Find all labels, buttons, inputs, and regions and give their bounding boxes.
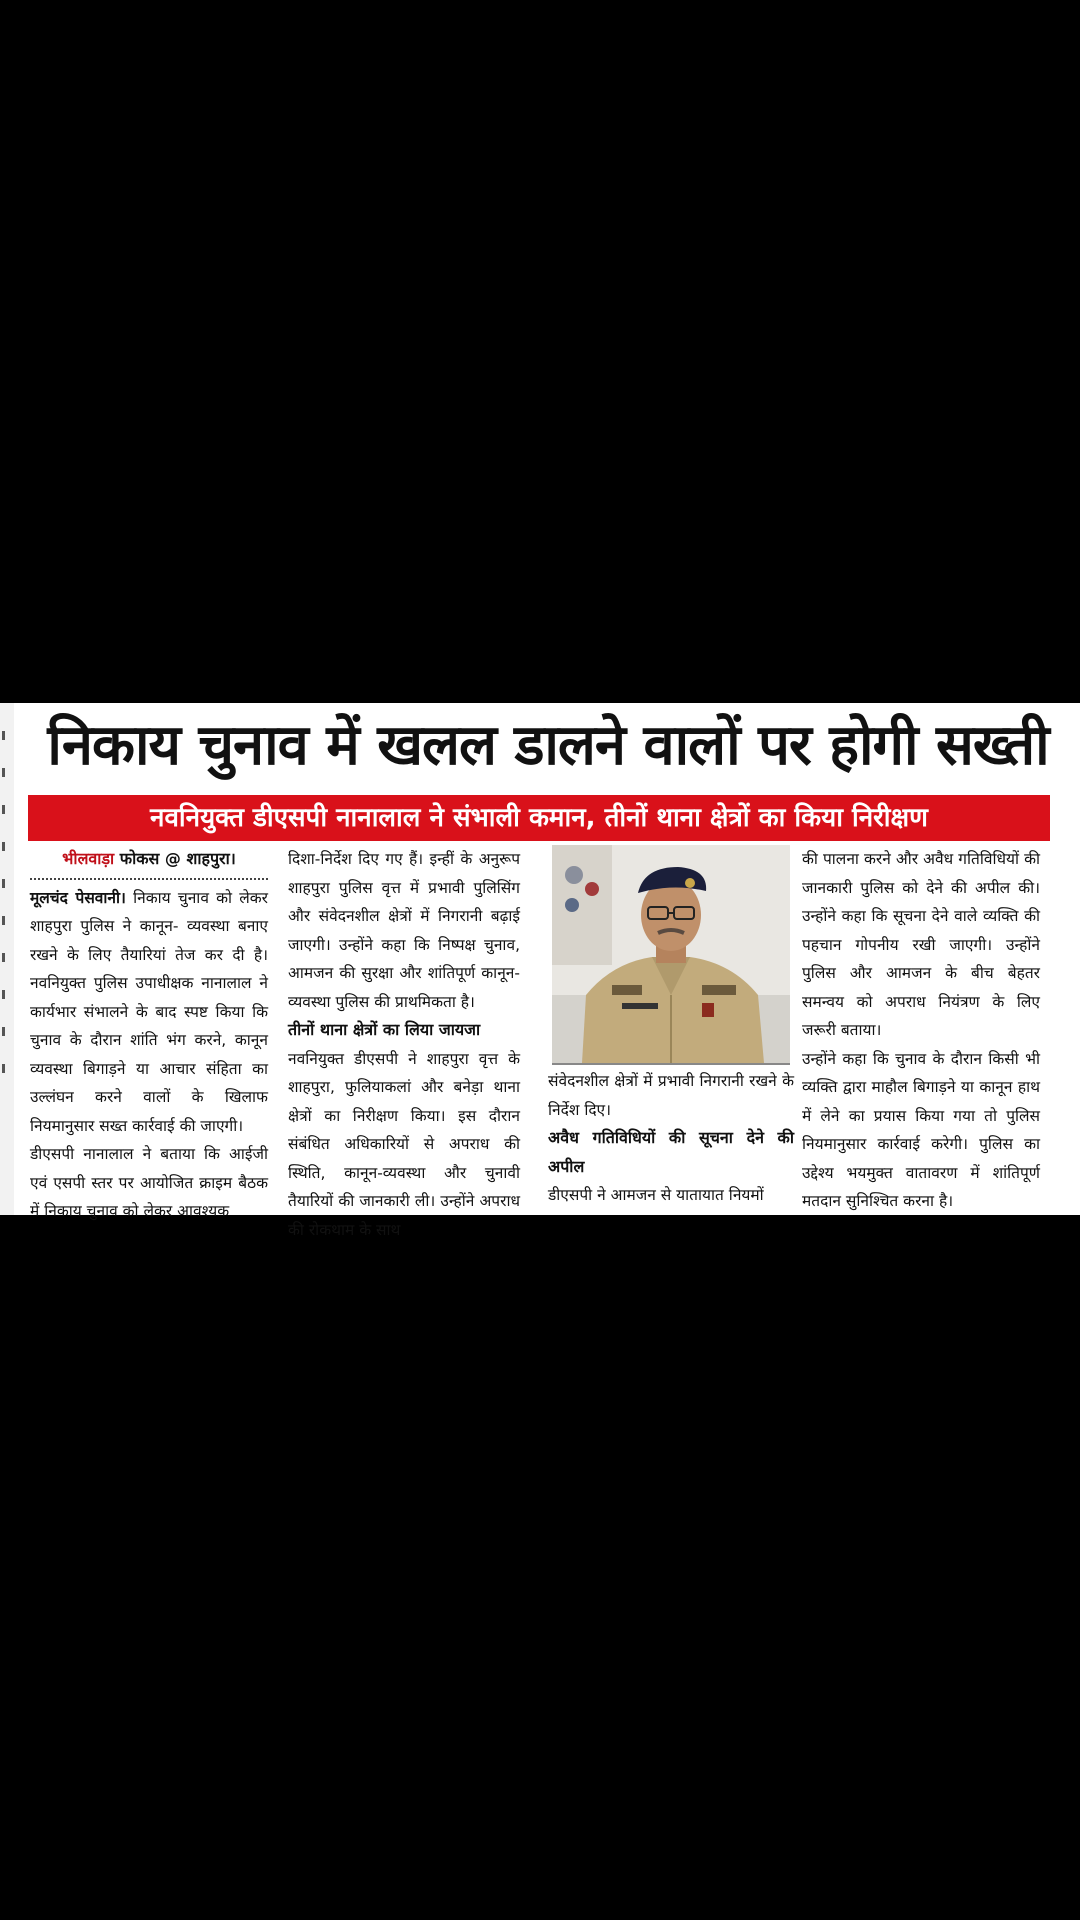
subhead-inspection: तीनों थाना क्षेत्रों का लिया जायजा	[288, 1020, 481, 1039]
column-4	[802, 845, 1040, 1215]
subhead-appeal: अवैध गतिविधियों की सूचना देने की अपील	[548, 1128, 794, 1176]
byline-place: भीलवाड़ा	[62, 849, 115, 868]
paragraph-8: उन्होंने कहा कि चुनाव के दौरान किसी भी व्यक्ति द्वारा माहौल बिगाड़ने या कानून हाथ में लेने का प्रयास किया गया तो पुलिस नियमानुसार कार्रवाई करेगी। पुलिस का उद्देश्य भयमुक्त वातावरण में शांतिपूर्ण मतदान सुनिश्चित करना है।	[802, 1049, 1040, 1210]
column-3	[548, 1067, 794, 1215]
paragraph-7: की पालना करने और अवैध गतिविधियों की जानकारी पुलिस को देने की अपील की। उन्होंने कहा कि सूचना देने वाले व्यक्ति की पहचान गोपनीय रखी जाएगी। उन्होंने पुलिस और आमजन के बीच बेहतर समन्वय को अपराध नियंत्रण के लिए जरूरी बताया।	[802, 850, 1040, 1039]
subheadline-banner: नवनियुक्त डीएसपी नानालाल ने संभाली कमान, तीनों थाना क्षेत्रों का किया निरीक्षण	[28, 795, 1050, 841]
paragraph-1: मूलचंद पेसवानी। निकाय चुनाव को लेकर शाहपुरा पुलिस ने कानून- व्यवस्था बनाए रखने के लिए तैयारियां तेज कर दी है। नवनियुक्त पुलिस उपाधीक्षक नानालाल ने कार्यभार संभालने के बाद स्पष्ट किया कि चुनाव के दौरान शांति भंग करने, कानून व्यवस्था बिगाड़ने या आचार संहिता का उल्लंघन करने वालों के खिलाफ नियमानुसार सख्त कार्रवाई की जाएगी।	[30, 888, 269, 1135]
officer-photo	[552, 845, 790, 1065]
reporter-name: मूलचंद पेसवानी।	[30, 888, 126, 907]
adjacent-column-edge	[0, 703, 14, 1215]
paragraph-2: डीएसपी नानालाल ने बताया कि आईजी एवं एसपी स्तर पर आयोजित क्राइम बैठक में निकाय चुनाव को लेकर आवश्यक	[30, 1145, 268, 1220]
paragraph-3: दिशा-निर्देश दिए गए हैं। इन्हीं के अनुरूप शाहपुरा पुलिस वृत्त में प्रभावी पुलिसिंग और संवेदनशील क्षेत्रों में निगरानी बढ़ाई जाएगी। उन्होंने कहा कि निष्पक्ष चुनाव, आमजन की सुरक्षा और शांतिपूर्ण कानून-व्यवस्था पुलिस की प्राथमिकता है।	[288, 850, 520, 1011]
newspaper-clipping	[0, 703, 1080, 1239]
column-1	[30, 845, 269, 1220]
paragraph-6: डीएसपी ने आमजन से यातायात नियमों	[548, 1186, 764, 1204]
byline-rest: फोकस @ शाहपुरा।	[114, 849, 236, 868]
paragraph-5: संवेदनशील क्षेत्रों में प्रभावी निगरानी रखने के निर्देश दिए।	[548, 1072, 794, 1119]
byline	[30, 845, 268, 880]
paragraph-4: नवनियुक्त डीएसपी ने शाहपुरा वृत्त के शाहपुरा, फुलियाकलां और बनेड़ा थाना क्षेत्रों का निरीक्षण किया। इस दौरान संबंधित अधिकारियों से अपराध की स्थिति, कानून-व्यवस्था और चुनावी तैयारियों की जानकारी ली। उन्होंने अपराध की रोकथाम के साथ	[288, 1049, 520, 1239]
headline: निकाय चुनाव में खलल डालने वालों पर होगी सख्ती	[47, 713, 1049, 778]
column-2	[288, 845, 520, 1239]
